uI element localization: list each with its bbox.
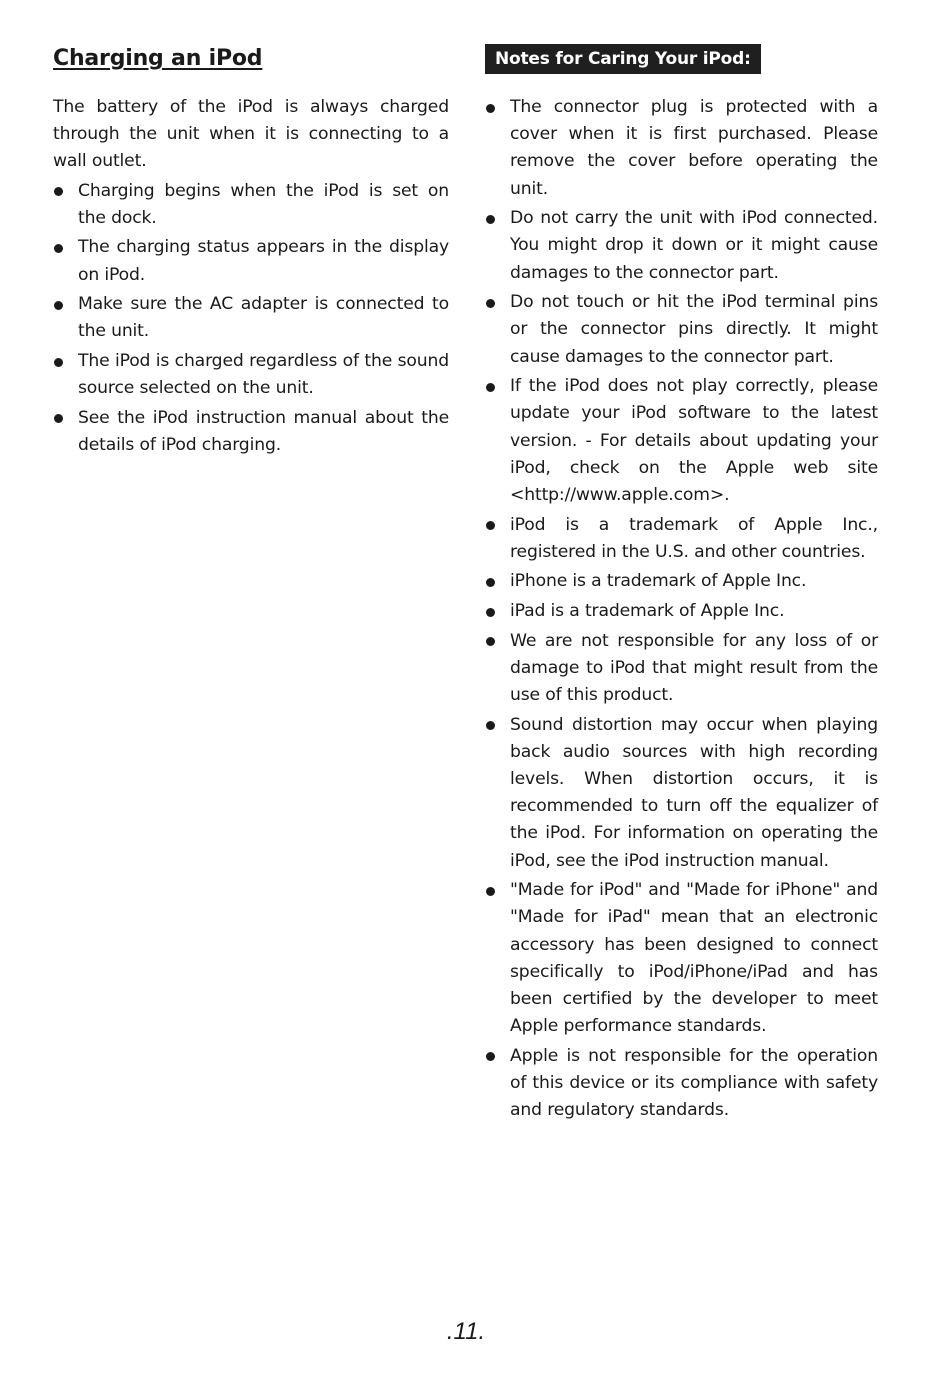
- bullet-icon: [486, 299, 495, 308]
- bullet-icon: [54, 187, 63, 196]
- list-item: [485, 205, 878, 287]
- list-item-text: Do not touch or hit the iPod terminal pins or the connector pins directly. It might cause damages to the connector part.: [510, 292, 878, 367]
- list-item: [53, 234, 449, 288]
- list-item-text: If the iPod does not play correctly, please update your iPod software to the latest version. - For details about updating your iPod, check on the Apple web site <http://www.apple.com>.: [510, 376, 878, 506]
- bullet-icon: [486, 104, 495, 113]
- list-item: [485, 1043, 878, 1125]
- list-item: [485, 598, 878, 625]
- charging-section-title: Charging an iPod: [53, 46, 263, 71]
- bullet-icon: [54, 244, 63, 253]
- list-item: [53, 405, 449, 459]
- bullet-icon: [486, 578, 495, 587]
- list-item-text: The iPod is charged regardless of the sound source selected on the unit.: [78, 351, 449, 399]
- list-item-text: See the iPod instruction manual about the details of iPod charging.: [78, 407, 449, 455]
- list-item-text: iPad is a trademark of Apple Inc.: [510, 601, 785, 621]
- list-item: [485, 512, 878, 566]
- list-item: [53, 348, 449, 402]
- charging-intro-paragraph: The battery of the iPod is always charged through the unit when it is connecting to a wall outlet.: [53, 97, 449, 172]
- bullet-icon: [486, 608, 495, 617]
- bullet-icon: [486, 1052, 495, 1061]
- bullet-icon: [486, 521, 495, 530]
- list-item-text: The connector plug is protected with a cover when it is first purchased. Please remove the cover before operating the unit.: [510, 97, 878, 199]
- list-item: [485, 877, 878, 1040]
- list-item: [485, 628, 878, 710]
- bullet-icon: [54, 358, 63, 367]
- list-item-text: Do not carry the unit with iPod connected. You might drop it down or it might cause damages to the connector part.: [510, 208, 878, 283]
- list-item-text: "Made for iPod" and "Made for iPhone" and "Made for iPad" mean that an electronic accessory has been designed to connect specifically to iPod/iPhone/iPad and has been certified by the developer to meet Apple performance standards.: [510, 880, 878, 1037]
- list-item: [485, 94, 878, 203]
- list-item-text: iPod is a trademark of Apple Inc., registered in the U.S. and other countries.: [510, 514, 878, 562]
- bullet-icon: [486, 721, 495, 730]
- care-notes-title: Notes for Caring Your iPod:: [485, 44, 761, 74]
- bullet-icon: [486, 637, 495, 646]
- bullet-icon: [486, 215, 495, 224]
- list-item: [485, 712, 878, 875]
- bullet-icon: [486, 383, 495, 392]
- list-item-text: Sound distortion may occur when playing back audio sources with high recording levels. When distortion occurs, it is recommended to turn off the equalizer of the iPod. For information on operating the iPod, see the iPod instruction manual.: [510, 714, 878, 871]
- page-number: .11.: [446, 1318, 486, 1345]
- list-item: [485, 568, 878, 595]
- bullet-icon: [486, 887, 495, 896]
- list-item-text: Charging begins when the iPod is set on the dock.: [78, 180, 449, 228]
- list-item: [485, 373, 878, 509]
- list-item-text: Apple is not responsible for the operation of this device or its compliance with safety and regulatory standards.: [510, 1045, 878, 1121]
- bullet-icon: [54, 414, 63, 423]
- list-item-text: iPhone is a trademark of Apple Inc.: [510, 571, 807, 592]
- list-item-text: We are not responsible for any loss of or damage to iPod that might result from the use of this product.: [510, 630, 878, 705]
- care-notes-bullet-list: [485, 94, 878, 1124]
- list-item: [53, 178, 449, 232]
- list-item: [485, 289, 878, 371]
- right-column: [485, 44, 878, 1127]
- list-item-text: Make sure the AC adapter is connected to the unit.: [78, 294, 449, 342]
- list-item: [53, 291, 449, 345]
- charging-bullet-list: [53, 178, 449, 460]
- left-column: [53, 44, 449, 462]
- list-item-text: The charging status appears in the display on iPod.: [78, 237, 449, 285]
- bullet-icon: [54, 301, 63, 310]
